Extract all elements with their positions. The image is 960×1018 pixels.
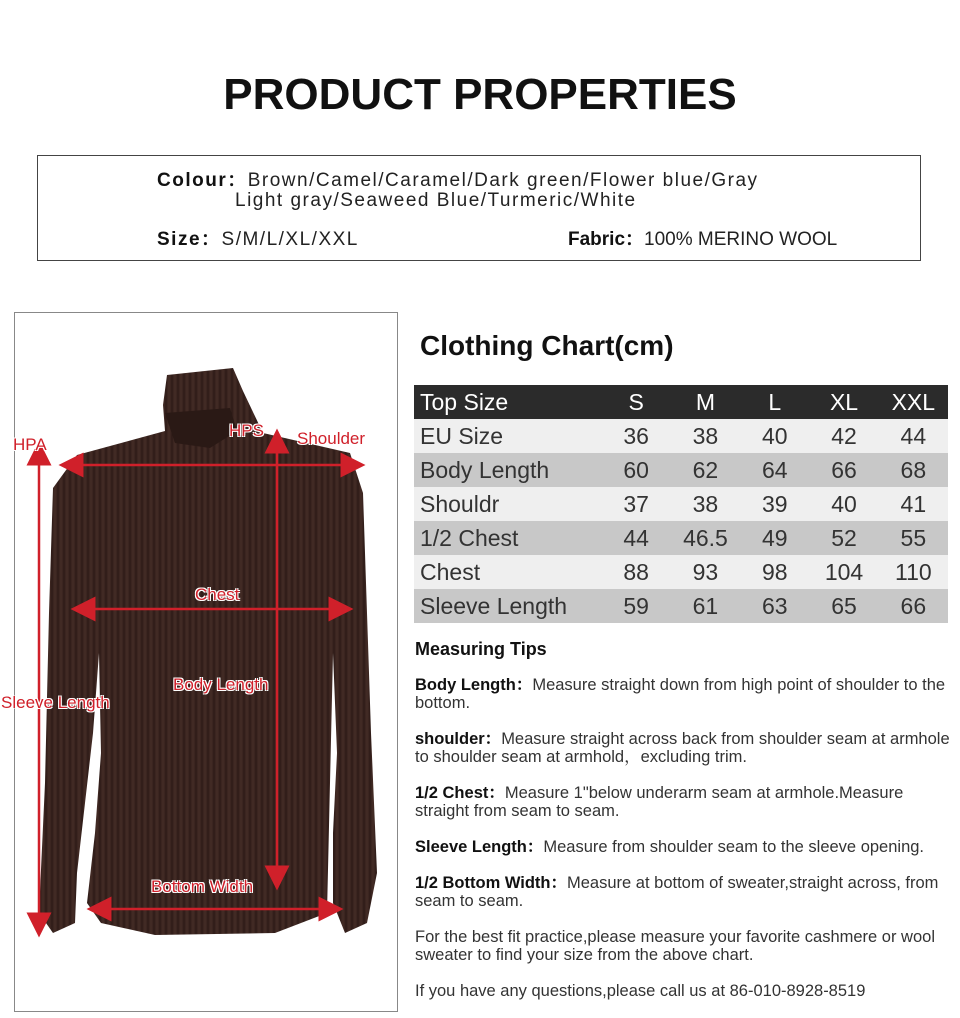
size-chart-table [414,385,948,623]
colour-row [157,171,759,211]
size-label: Size： [157,229,222,250]
table-cell: 93 [692,558,719,585]
properties-box [37,155,921,261]
table-cell: 59 [623,592,649,619]
row-label: Sleeve Length [420,592,568,619]
fabric-row [568,224,837,251]
table-row [414,487,948,521]
table-cell: 62 [692,456,719,483]
table-cell: 44 [623,524,649,551]
row-label: EU Size [420,422,504,449]
table-cell: 88 [623,558,649,585]
hps-label: HPS [229,421,264,440]
colour-label: Colour： [157,170,248,191]
tip-text: Measure straight across back from shoulder seam at armhole to shoulder seam at armhold，excluding trim. [415,730,950,766]
colour-values-line2: Light gray/Seaweed Blue/Turmeric/White [235,190,637,211]
row-label: Shouldr [420,490,500,517]
table-cell: 52 [831,524,857,551]
row-label: Chest [420,558,481,585]
row-label: 1/2 Chest [420,524,519,551]
table-row [414,453,948,487]
chart-title: Clothing Chart(cm) [420,330,674,361]
table-cell: 98 [761,558,788,585]
shoulder-label: Shoulder [297,429,366,448]
table-cell: 61 [692,592,719,619]
tip-shoulder [415,730,955,766]
table-cell: 40 [761,422,788,449]
chest-label: Chest [195,585,240,604]
table-row [414,419,948,453]
table-cell: 37 [623,490,649,517]
header-cell: XXL [891,388,936,415]
table-cell: 44 [900,422,927,449]
table-cell: 60 [623,456,649,483]
body-length-label: Body Length [173,675,269,694]
header-cell: Top Size [420,388,509,415]
tip-text: Measure straight down from high point of shoulder to the bottom. [415,676,946,712]
tip-bottom-width [415,874,955,910]
table-cell: 36 [623,422,649,449]
table-cell: 110 [895,558,932,585]
table-cell: 46.5 [683,524,728,551]
table-cell: 38 [692,490,719,517]
table-cell: 63 [761,592,788,619]
colour-values-line1: Brown/Camel/Caramel/Dark green/Flower blue/Gray [247,170,759,191]
tip-label: 1/2 Bottom Width： [415,874,568,892]
table-cell: 68 [900,456,927,483]
fabric-value: 100% MERINO WOOL [644,229,838,250]
table-row [414,555,948,589]
sweater-shape [39,368,377,935]
page-title: PRODUCT PROPERTIES [223,70,737,119]
tip-text: Measure from shoulder seam to the sleeve opening. [543,838,925,856]
table-cell: 39 [761,490,788,517]
contact-note: If you have any questions,please call us at 86-010-8928-8519 [415,982,866,1000]
header-cell: S [628,388,644,415]
header-cell: XL [829,388,859,415]
sleeve-length-label: Sleeve Length [1,693,110,712]
bottom-width-label: Bottom Width [151,877,254,896]
size-row [157,224,359,251]
fit-note: For the best fit practice,please measure your favorite cashmere or wool sweater to find your size from the above chart. [415,928,935,964]
table-cell: 66 [831,456,857,483]
table-cell: 104 [824,558,864,585]
table-cell: 40 [831,490,857,517]
header-cell: M [695,388,716,415]
size-values: S/M/L/XL/XXL [221,229,359,250]
measuring-tips [415,640,955,1018]
table-cell: 55 [900,524,927,551]
tip-label: shoulder： [415,730,502,748]
table-cell: 65 [831,592,857,619]
tip-body-length [415,676,955,712]
table-row [414,589,948,623]
table-cell: 66 [900,592,927,619]
table-row [414,521,948,555]
tips-heading: Measuring Tips [415,639,547,659]
table-header-row [414,385,948,419]
table-cell: 38 [692,422,719,449]
tip-label: Body Length： [415,676,533,694]
row-label: Body Length [420,456,550,483]
table-cell: 41 [900,490,927,517]
header-cell: L [768,388,782,415]
fabric-label: Fabric： [568,229,645,250]
tip-label: Sleeve Length： [415,838,544,856]
hpa-label: HPA [13,435,47,454]
tip-half-chest [415,784,955,820]
tip-text: Measure 1"below underarm seam at armhole.Measure straight from seam to seam. [415,784,904,820]
table-cell: 42 [831,422,857,449]
sweater-diagram [1,312,398,1012]
table-cell: 49 [761,524,788,551]
table-cell: 64 [761,456,788,483]
sweater-illustration [15,313,399,1013]
tip-text: Measure at bottom of sweater,straight across, from seam to seam. [415,874,939,910]
tip-sleeve-length [415,838,955,856]
tip-label: 1/2 Chest： [415,784,505,802]
